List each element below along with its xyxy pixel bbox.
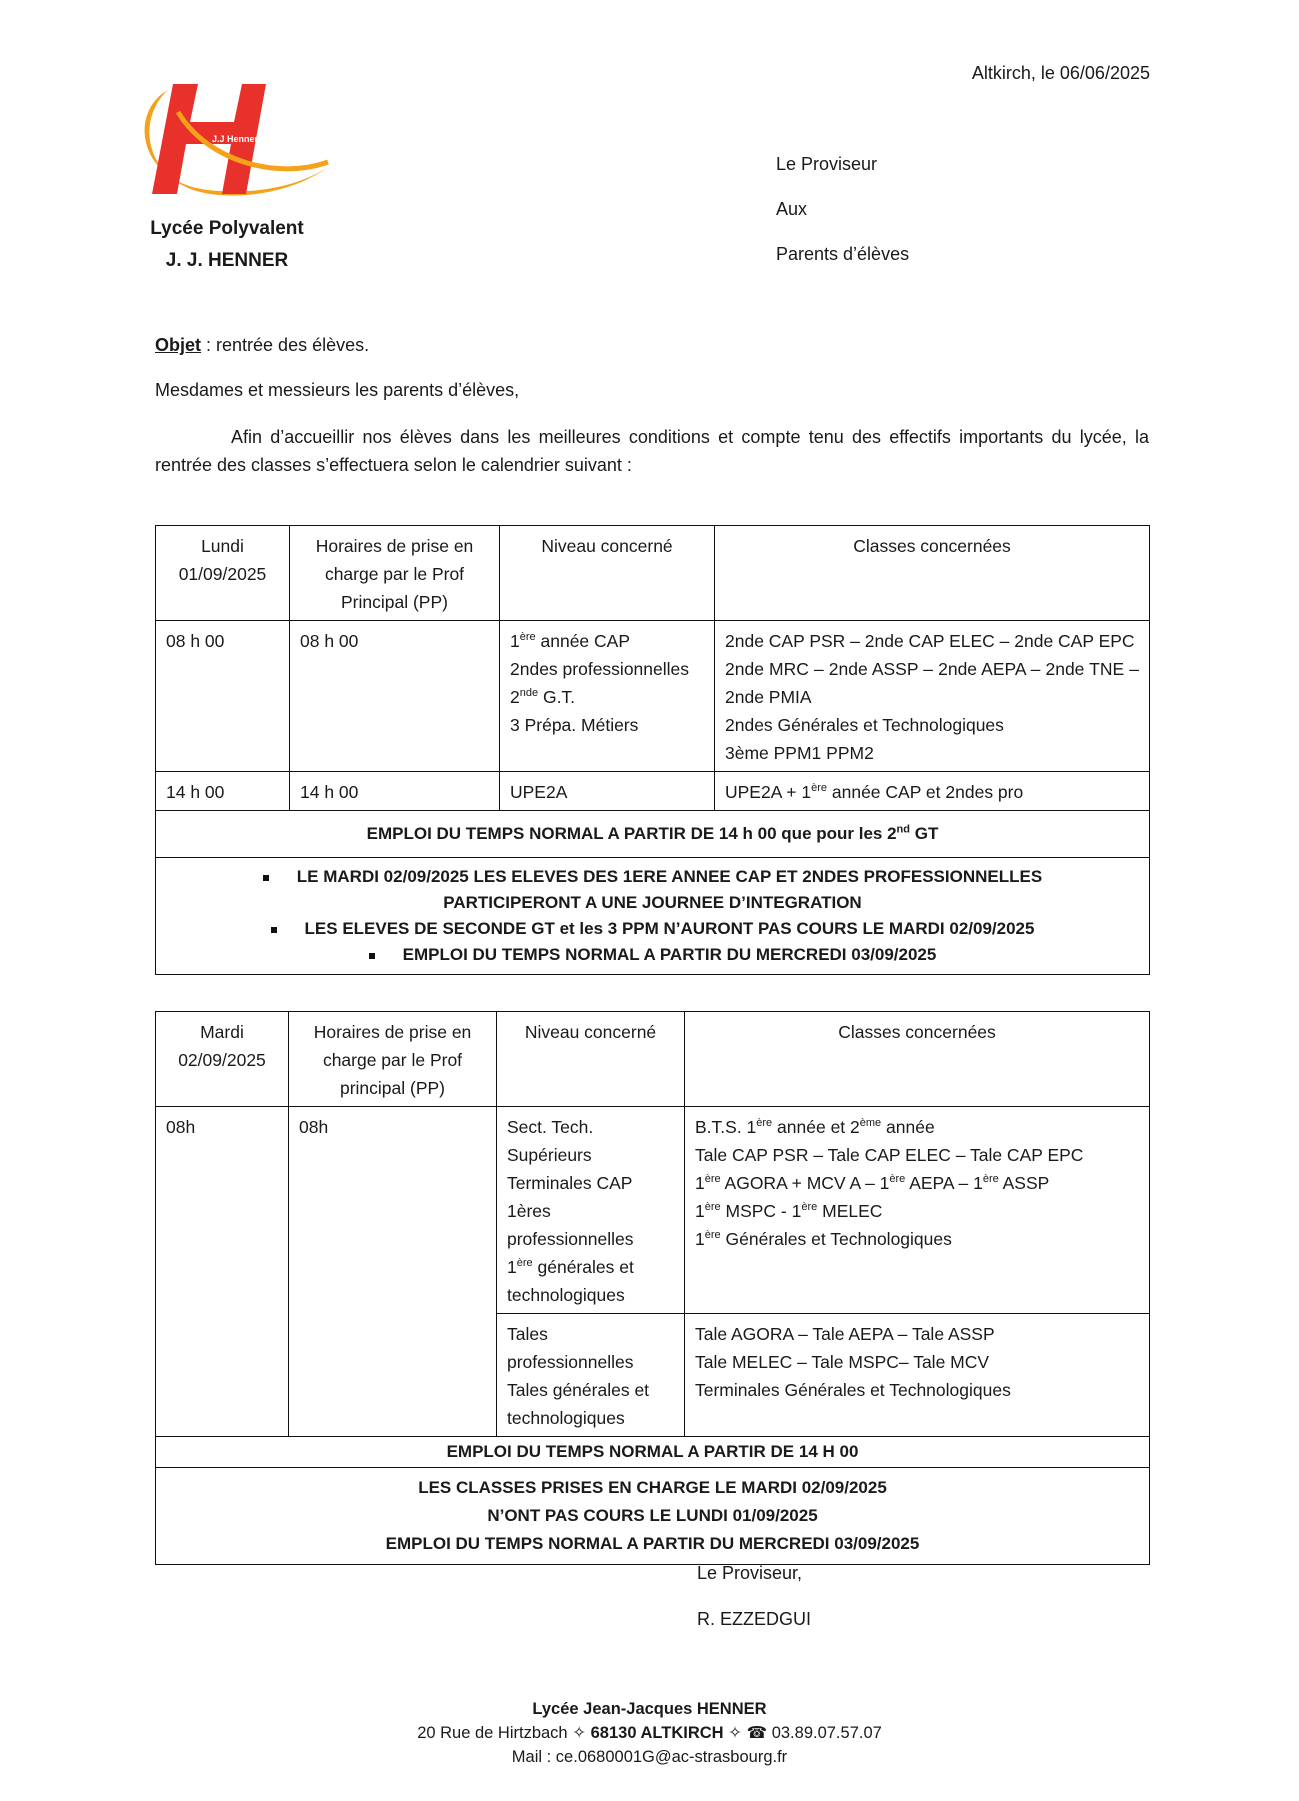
phone-icon: ☎	[746, 1724, 768, 1742]
header-pp-time: Horaires de prise en charge par le Prof Principal (PP)	[290, 526, 500, 621]
header-pp-time: Horaires de prise en charge par le Prof principal (PP)	[289, 1012, 497, 1107]
signature-title: Le Proviseur,	[697, 1563, 803, 1583]
cell-levels: Sect. Tech. Supérieurs Terminales CAP 1ères professionnelles 1ère générales et technologiques	[497, 1107, 685, 1314]
table-row	[156, 772, 1150, 811]
bullet-icon	[369, 953, 375, 959]
table-header-row	[156, 1012, 1150, 1107]
banner-row	[156, 858, 1150, 975]
school-name-line2: J. J. HENNER	[165, 250, 289, 271]
header-classes: Classes concernées	[715, 526, 1150, 621]
object-text: : rentrée des élèves.	[201, 335, 370, 355]
header-level: Niveau concerné	[500, 526, 715, 621]
school-name-line1: Lycée Polyvalent	[150, 218, 304, 239]
object-label: Objet	[155, 335, 202, 355]
banner-row	[156, 811, 1150, 858]
salutation: Mesdames et messieurs les parents d’élèves,	[155, 380, 520, 400]
cell-classes: 2nde CAP PSR – 2nde CAP ELEC – 2nde CAP EPC 2nde MRC – 2nde ASSP – 2nde AEPA – 2nde TNE – 2nde PMIA 2ndes Générales et Technologiques 3ème PPM1 PPM2	[715, 621, 1150, 772]
banner-row	[156, 1468, 1150, 1565]
signature-name: R. EZZEDGUI	[697, 1609, 812, 1629]
footer-mail: Mail : ce.0680001G@ac-strasbourg.fr	[511, 1748, 788, 1766]
object-line	[155, 335, 369, 356]
schedule-table-tuesday	[155, 1011, 1150, 1565]
bullet-icon	[263, 875, 269, 881]
school-logo	[138, 72, 338, 204]
cell-levels: UPE2A	[500, 772, 715, 811]
cell-classes: B.T.S. 1ère année et 2ème année Tale CAP PSR – Tale CAP ELEC – Tale CAP EPC 1ère AGORA + MCV A – 1ère AEPA – 1ère ASSP 1ère MSPC - 1ère MELEC 1ère Générales et Technologiques	[685, 1107, 1150, 1314]
svg-text:J.J Henner: J.J Henner	[212, 134, 259, 144]
footer-school-name: Lycée Jean-Jacques HENNER	[532, 1700, 767, 1718]
cell-time: 08h	[156, 1107, 289, 1437]
intro-paragraph: Afin d’accueillir nos élèves dans les meilleures conditions et compte tenu des effectifs importants du lycée, la rentrée des classes s’effectuera selon le calendrier suivant :	[155, 427, 1149, 475]
sender: Le Proviseur	[776, 154, 878, 174]
cell-pp-time: 08 h 00	[290, 621, 500, 772]
banner-normal-schedule: EMPLOI DU TEMPS NORMAL A PARTIR DE 14 h 00 que pour les 2nd GT	[156, 811, 1150, 858]
header-day: Lundi 01/09/2025	[156, 526, 290, 621]
table-header-row	[156, 526, 1150, 621]
table-row	[156, 621, 1150, 772]
header-level: Niveau concerné	[497, 1012, 685, 1107]
bullet-icon	[271, 927, 277, 933]
banner-notes: LE MARDI 02/09/2025 LES ELEVES DES 1ERE ANNEE CAP ET 2NDES PROFESSIONNELLES PARTICIPERONT A UNE JOURNEE D’INTEGRATION LES ELEVES DE SECONDE GT et les 3 PPM N’AURONT PAS COURS LE MARDI 02/09/2025 EMPLOI DU TEMPS NORMAL A PARTIR DU MERCREDI 03/09/2025	[156, 858, 1150, 975]
header-day: Mardi 02/09/2025	[156, 1012, 289, 1107]
header-classes: Classes concernées	[685, 1012, 1150, 1107]
footer-address: 20 Rue de Hirtzbach ✧ 68130 ALTKIRCH ✧ ☎ 03.89.07.57.07	[417, 1724, 882, 1742]
schedule-table-monday	[155, 525, 1150, 975]
cell-levels: 1ère année CAP 2ndes professionnelles 2nde G.T. 3 Prépa. Métiers	[500, 621, 715, 772]
cell-levels: Tales professionnelles Tales générales et technologiques	[497, 1314, 685, 1437]
cell-pp-time: 14 h 00	[290, 772, 500, 811]
recipient: Parents d’élèves	[776, 244, 910, 264]
cell-classes: UPE2A + 1ère année CAP et 2ndes pro	[715, 772, 1150, 811]
cell-pp-time: 08h	[289, 1107, 497, 1437]
banner-normal-schedule: EMPLOI DU TEMPS NORMAL A PARTIR DE 14 H 00	[156, 1437, 1150, 1468]
table-row	[156, 1107, 1150, 1314]
banner-row	[156, 1437, 1150, 1468]
cell-time: 08 h 00	[156, 621, 290, 772]
to-label: Aux	[776, 199, 808, 219]
banner-notes: LES CLASSES PRISES EN CHARGE LE MARDI 02/09/2025 N’ONT PAS COURS LE LUNDI 01/09/2025 EMPLOI DU TEMPS NORMAL A PARTIR DU MERCREDI 03/09/2025	[156, 1468, 1150, 1565]
cell-classes: Tale AGORA – Tale AEPA – Tale ASSP Tale MELEC – Tale MSPC– Tale MCV Terminales Générales et Technologiques	[685, 1314, 1150, 1437]
date-line: Altkirch, le 06/06/2025	[971, 63, 1150, 83]
cell-time: 14 h 00	[156, 772, 290, 811]
